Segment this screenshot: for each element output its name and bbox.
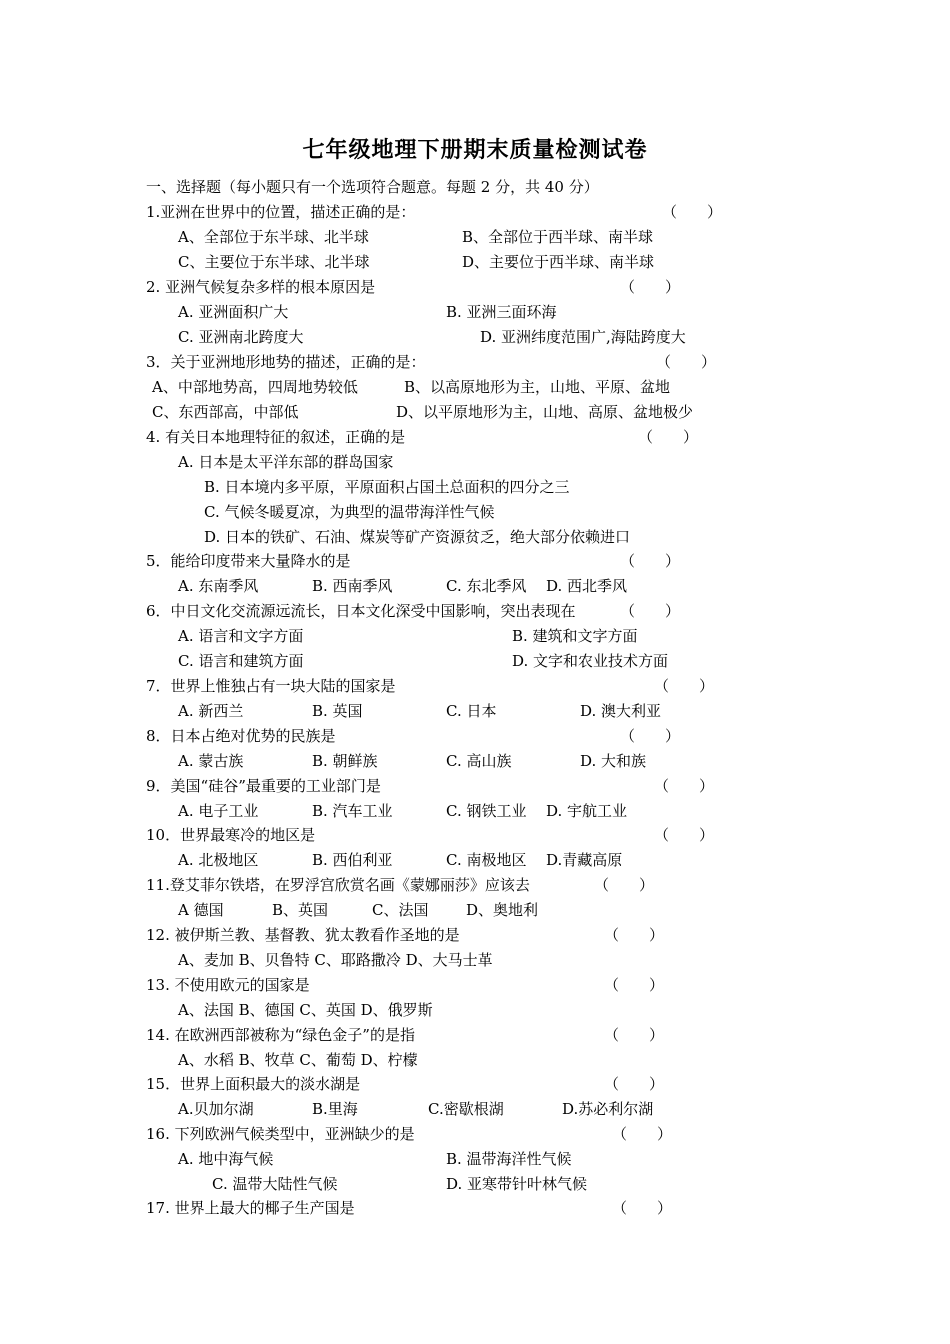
question-9-option-a: A. 电子工业 (178, 802, 259, 820)
answer-blank-1: （ ） (662, 203, 723, 221)
question-2-option-d: D. 亚洲纬度范围广,海陆跨度大 (480, 328, 686, 346)
question-4-stem: 4. 有关日本地理特征的叙述，正确的是 (146, 428, 406, 446)
question-12-stem: 12. 被伊斯兰教、基督教、犹太教看作圣地的是 (146, 926, 460, 944)
question-10-option-a: A. 北极地区 (178, 851, 259, 869)
question-11-option-a: A 德国 (178, 901, 224, 919)
question-14-options: A、水稻 B、牧草 C、葡萄 D、柠檬 (178, 1051, 418, 1069)
question-7-option-a: A. 新西兰 (178, 702, 244, 720)
question-16-option-a: A. 地中海气候 (178, 1150, 274, 1168)
question-2-option-c: C. 亚洲南北跨度大 (178, 328, 304, 346)
answer-blank-3: （ ） (656, 353, 717, 371)
question-7-option-c: C. 日本 (446, 702, 497, 720)
question-11-option-b: B、英国 (272, 901, 329, 919)
answer-blank-5: （ ） (620, 552, 681, 570)
question-1-option-c: C、主要位于东半球、北半球 (178, 253, 370, 271)
question-17-stem: 17. 世界上最大的椰子生产国是 (146, 1199, 355, 1217)
question-14-stem: 14. 在欧洲西部被称为“绿色金子”的是指 (146, 1026, 415, 1044)
question-16-stem: 16. 下列欧洲气候类型中，亚洲缺少的是 (146, 1125, 415, 1143)
question-1-option-d: D、主要位于西半球、南半球 (462, 253, 655, 271)
question-2-stem: 2. 亚洲气候复杂多样的根本原因是 (146, 278, 376, 296)
question-1-option-a: A、全部位于东半球、北半球 (178, 228, 369, 246)
question-1-stem: 1.亚洲在世界中的位置，描述正确的是： (146, 203, 416, 221)
question-15-option-c: C.密歇根湖 (428, 1100, 504, 1118)
question-4-option-a: A. 日本是太平洋东部的群岛国家 (178, 453, 394, 471)
answer-blank-9: （ ） (654, 777, 715, 795)
question-3-option-d: D、以平原地形为主，山地、高原、盆地极少 (396, 403, 694, 421)
question-3-option-c: C、东西部高，中部低 (152, 403, 299, 421)
answer-blank-14: （ ） (604, 1026, 665, 1044)
answer-blank-7: （ ） (654, 677, 715, 695)
question-7-option-d: D. 澳大利亚 (580, 702, 662, 720)
question-9-option-b: B. 汽车工业 (312, 802, 393, 820)
question-15-option-a: A.贝加尔湖 (178, 1100, 254, 1118)
section-heading: 一、选择题（每小题只有一个选项符合题意。每题 2 分，共 40 分） (146, 178, 599, 196)
question-8-option-b: B. 朝鲜族 (312, 752, 378, 770)
question-3-stem: 3．关于亚洲地形地势的描述，正确的是： (146, 353, 426, 371)
question-12-options: A、麦加 B、贝鲁特 C、耶路撒冷 D、大马士革 (178, 951, 493, 969)
question-1-option-b: B、全部位于西半球、南半球 (462, 228, 654, 246)
question-5-stem: 5．能给印度带来大量降水的是 (146, 552, 351, 570)
question-6-option-a: A. 语言和文字方面 (178, 627, 304, 645)
question-7-stem: 7．世界上惟独占有一块大陆的国家是 (146, 677, 396, 695)
answer-blank-17: （ ） (612, 1199, 673, 1217)
question-15-option-d: D.苏必利尔湖 (562, 1100, 654, 1118)
question-2-option-a: A. 亚洲面积广大 (178, 303, 289, 321)
question-3-option-a: A、中部地势高，四周地势较低 (152, 378, 358, 396)
question-13-stem: 13. 不使用欧元的国家是 (146, 976, 310, 994)
question-6-option-b: B. 建筑和文字方面 (512, 627, 638, 645)
question-16-option-d: D. 亚寒带针叶林气候 (446, 1175, 588, 1193)
question-5-option-a: A. 东南季风 (178, 577, 259, 595)
question-5-option-c: C. 东北季风 (446, 577, 527, 595)
question-4-option-c: C. 气候冬暖夏凉，为典型的温带海洋性气候 (204, 503, 495, 521)
question-15-option-b: B.里海 (312, 1100, 358, 1118)
question-13-options: A、法国 B、德国 C、英国 D、俄罗斯 (178, 1001, 433, 1019)
answer-blank-10: （ ） (654, 826, 715, 844)
answer-blank-4: （ ） (638, 428, 699, 446)
question-8-option-d: D. 大和族 (580, 752, 647, 770)
question-6-stem: 6．中日文化交流源远流长，日本文化深受中国影响，突出表现在 (146, 602, 576, 620)
question-11-option-c: C、法国 (372, 901, 429, 919)
question-7-option-b: B. 英国 (312, 702, 363, 720)
question-6-option-c: C. 语言和建筑方面 (178, 652, 304, 670)
question-9-stem: 9．美国“硅谷”最重要的工业部门是 (146, 777, 381, 795)
question-5-option-d: D. 西北季风 (546, 577, 628, 595)
question-9-option-c: C. 钢铁工业 (446, 802, 527, 820)
question-10-option-c: C. 南极地区 (446, 851, 527, 869)
question-8-stem: 8．日本占绝对优势的民族是 (146, 727, 336, 745)
answer-blank-11: （ ） (594, 876, 655, 894)
question-6-option-d: D. 文字和农业技术方面 (512, 652, 669, 670)
answer-blank-8: （ ） (620, 727, 681, 745)
question-9-option-d: D. 宇航工业 (546, 802, 628, 820)
answer-blank-13: （ ） (604, 976, 665, 994)
answer-blank-6: （ ） (620, 602, 681, 620)
question-10-option-b: B. 西伯利亚 (312, 851, 393, 869)
question-11-option-d: D、奥地利 (466, 901, 539, 919)
question-5-option-b: B. 西南季风 (312, 577, 393, 595)
answer-blank-12: （ ） (604, 926, 665, 944)
question-16-option-b: B. 温带海洋性气候 (446, 1150, 572, 1168)
page-title: 七年级地理下册期末质量检测试卷 (302, 138, 648, 163)
question-11-stem: 11.登艾菲尔铁塔，在罗浮宫欣赏名画《蒙娜丽莎》应该去 (146, 876, 530, 894)
question-4-option-b: B. 日本境内多平原，平原面积占国土总面积的四分之三 (204, 478, 570, 496)
question-16-option-c: C. 温带大陆性气候 (212, 1175, 338, 1193)
question-10-stem: 10．世界最寒冷的地区是 (146, 826, 316, 844)
question-2-option-b: B. 亚洲三面环海 (446, 303, 557, 321)
answer-blank-16: （ ） (612, 1125, 673, 1143)
question-10-option-d: D.青藏高原 (546, 851, 623, 869)
question-4-option-d: D. 日本的铁矿、石油、煤炭等矿产资源贫乏，绝大部分依赖进口 (204, 528, 631, 546)
question-8-option-c: C. 高山族 (446, 752, 512, 770)
answer-blank-2: （ ） (620, 278, 681, 296)
question-15-stem: 15．世界上面积最大的淡水湖是 (146, 1075, 361, 1093)
question-8-option-a: A. 蒙古族 (178, 752, 244, 770)
question-3-option-b: B、以高原地形为主，山地、平原、盆地 (404, 378, 671, 396)
answer-blank-15: （ ） (604, 1075, 665, 1093)
